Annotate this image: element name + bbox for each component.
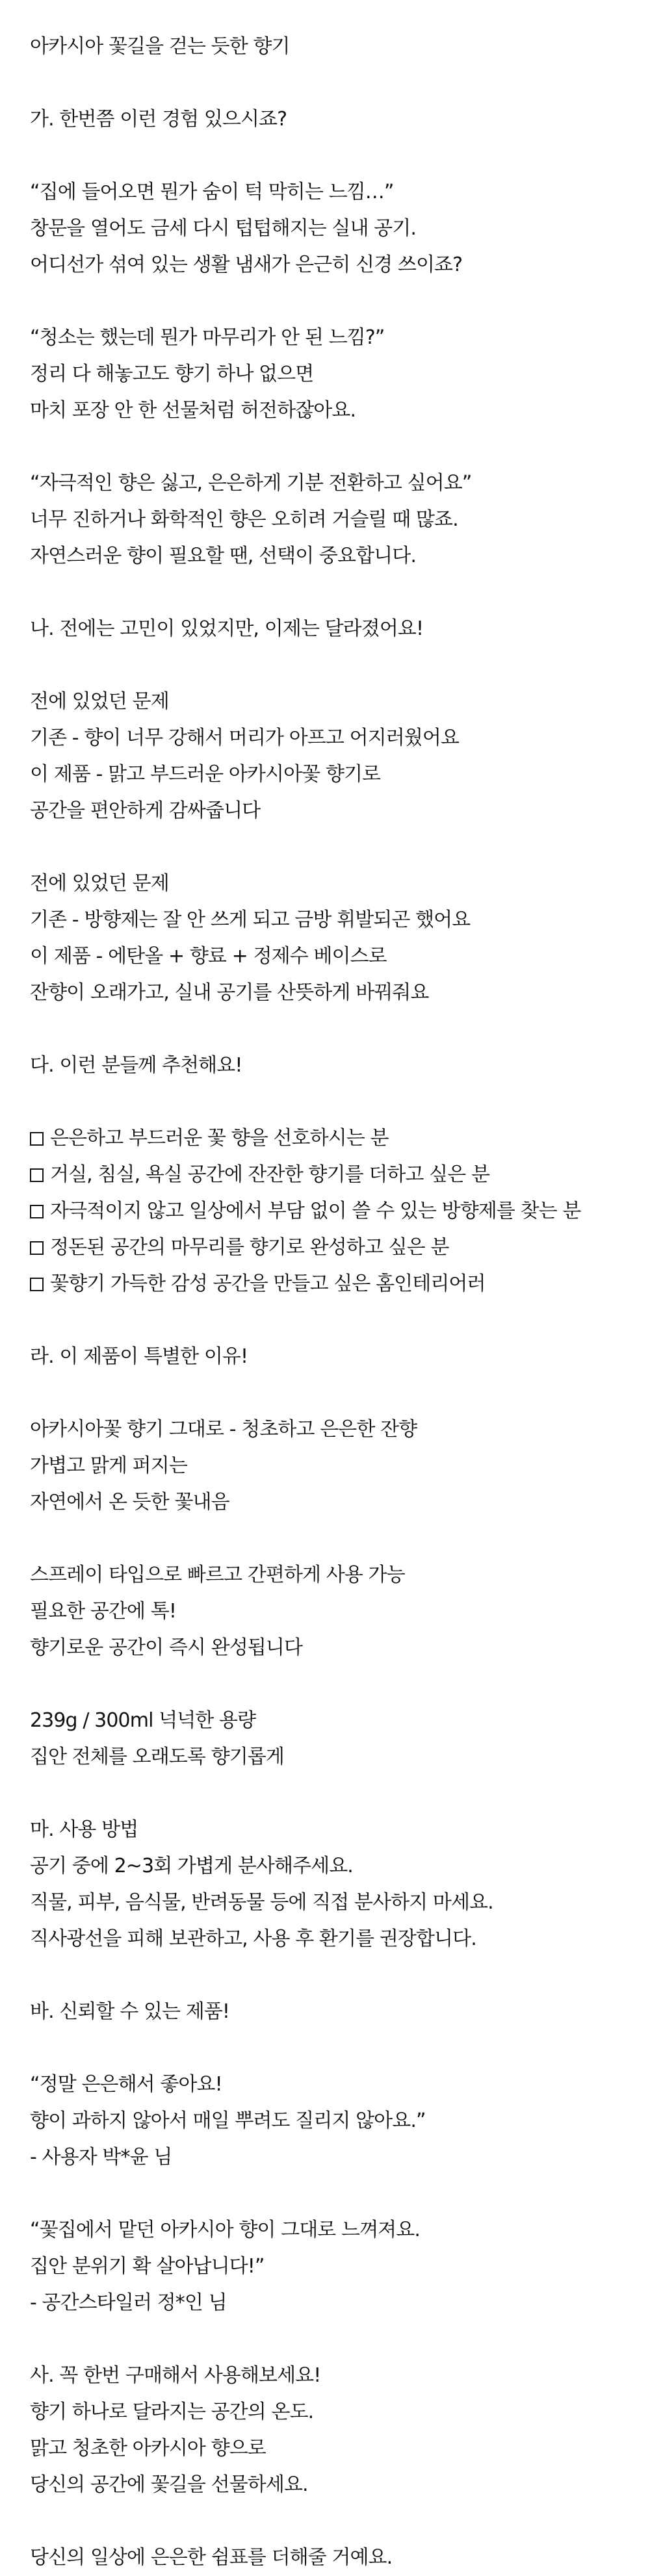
review-quote: 집안 분위기 확 살아납니다!” (30, 2255, 265, 2278)
text-line: 잔향이 오래가고, 실내 공기를 산뜻하게 바꿔줘요 (30, 981, 429, 1004)
checklist-item (30, 1266, 634, 1302)
checklist-label: 자극적이지 않고 일상에서 부담 없이 쓸 수 있는 방향제를 찾는 분 (50, 1200, 581, 1222)
checklist-item (30, 1230, 634, 1266)
section-heading: 마. 사용 방법 (30, 1818, 138, 1841)
checklist-item (30, 1120, 634, 1157)
review-quote: “정말 은은해서 좋아요! (30, 2073, 222, 2096)
checklist-item (30, 1157, 634, 1193)
checkbox-icon (30, 1168, 44, 1182)
closing-line: 당신의 일상에 은은한 쉼표를 더해줄 거예요. (30, 2546, 393, 2569)
text-line: 기존 - 방향제는 잘 안 쓰게 되고 금방 휘발되곤 했어요 (30, 908, 471, 931)
text-line: 스프레이 타입으로 빠르고 간편하게 사용 가능 (30, 1564, 405, 1586)
section-heading: 다. 이런 분들께 추천해요! (30, 1054, 242, 1077)
text-line: 이 제품 - 맑고 부드러운 아카시아꽃 향기로 (30, 763, 381, 786)
text-line: 필요한 공간에 톡! (30, 1600, 176, 1623)
checkbox-icon (30, 1132, 44, 1146)
checkbox-icon (30, 1278, 44, 1291)
text-line: 향기 하나로 달라지는 공간의 온도. (30, 2401, 314, 2423)
checkbox-icon (30, 1205, 44, 1218)
section-heading: 나. 전에는 고민이 있었지만, 이제는 달라졌어요! (30, 617, 424, 640)
text-line: 전에 있었던 문제 (30, 690, 169, 713)
checklist-label: 은은하고 부드러운 꽃 향을 선호하시는 분 (50, 1127, 389, 1150)
document (30, 29, 634, 2576)
review-author: - 공간스타일러 정*인 님 (30, 2291, 227, 2314)
text-line: 당신의 공간에 꽃길을 선물하세요. (30, 2473, 308, 2496)
text-line: 기존 - 향이 너무 강해서 머리가 아프고 어지러웠어요 (30, 727, 460, 749)
section-heading: 사. 꼭 한번 구매해서 사용해보세요! (30, 2364, 321, 2387)
checklist-item (30, 1193, 634, 1230)
text-line: 가볍고 맑게 퍼지는 (30, 1454, 187, 1477)
quote-line: “자극적인 향은 싫고, 은은하게 기분 전환하고 싶어요” (30, 472, 472, 495)
text-line: 이 제품 - 에탄올 + 향료 + 정제수 베이스로 (30, 945, 387, 968)
text-line: 공기 중에 2~3회 가볍게 분사해주세요. (30, 1855, 353, 1877)
section-heading: 바. 신뢰할 수 있는 제품! (30, 2000, 230, 2023)
text-line: 향기로운 공간이 즉시 완성됩니다 (30, 1636, 303, 1659)
text-line: 맑고 청초한 아카시아 향으로 (30, 2437, 266, 2460)
section-heading: 가. 한번쯤 이런 경험 있으시죠? (30, 108, 287, 131)
text-line: 직사광선을 피해 보관하고, 사용 후 환기를 권장합니다. (30, 1927, 476, 1950)
text-line: 전에 있었던 문제 (30, 872, 169, 895)
text-line: 집안 전체를 오래도록 향기롭게 (30, 1745, 284, 1768)
quote-line: “청소는 했는데 뭔가 마무리가 안 된 느낌?” (30, 326, 385, 349)
text-line: 239g / 300ml 넉넉한 용량 (30, 1709, 256, 1732)
text-line: 창문을 열어도 금세 다시 텁텁해지는 실내 공기. (30, 217, 416, 240)
checkbox-icon (30, 1241, 44, 1255)
review-quote: 향이 과하지 않아서 매일 뿌려도 질리지 않아요.” (30, 2109, 426, 2132)
text-line: 마치 포장 안 한 선물처럼 허전하잖아요. (30, 399, 356, 422)
review-quote: “꽃집에서 맡던 아카시아 향이 그대로 느껴져요. (30, 2219, 420, 2241)
page-title: 아카시아 꽃길을 걷는 듯한 향기 (30, 35, 290, 58)
checklist-label: 정돈된 공간의 마무리를 향기로 완성하고 싶은 분 (50, 1236, 449, 1259)
text-line: 아카시아꽃 향기 그대로 - 청초하고 은은한 잔향 (30, 1418, 417, 1441)
text-line: 너무 진하거나 화학적인 향은 오히려 거슬릴 때 많죠. (30, 508, 458, 531)
text-line: 직물, 피부, 음식물, 반려동물 등에 직접 분사하지 마세요. (30, 1891, 493, 1914)
text-line: 어디선가 섞여 있는 생활 냄새가 은근히 신경 쓰이죠? (30, 253, 463, 276)
text-line: 공간을 편안하게 감싸줍니다 (30, 799, 261, 822)
checklist-label: 거실, 침실, 욕실 공간에 잔잔한 향기를 더하고 싶은 분 (50, 1163, 490, 1186)
review-author: - 사용자 박*윤 님 (30, 2146, 172, 2169)
text-line: 자연스러운 향이 필요할 땐, 선택이 중요합니다. (30, 545, 416, 567)
section-heading: 라. 이 제품이 특별한 이유! (30, 1345, 248, 1368)
text-line: 정리 다 해놓고도 향기 하나 없으면 (30, 363, 314, 385)
checklist-label: 꽃향기 가득한 감성 공간을 만들고 싶은 홈인테리어러 (50, 1272, 486, 1295)
text-line: 자연에서 온 듯한 꽃내음 (30, 1491, 229, 1513)
quote-line: “집에 들어오면 뭔가 숨이 턱 막히는 느낌…” (30, 181, 394, 203)
